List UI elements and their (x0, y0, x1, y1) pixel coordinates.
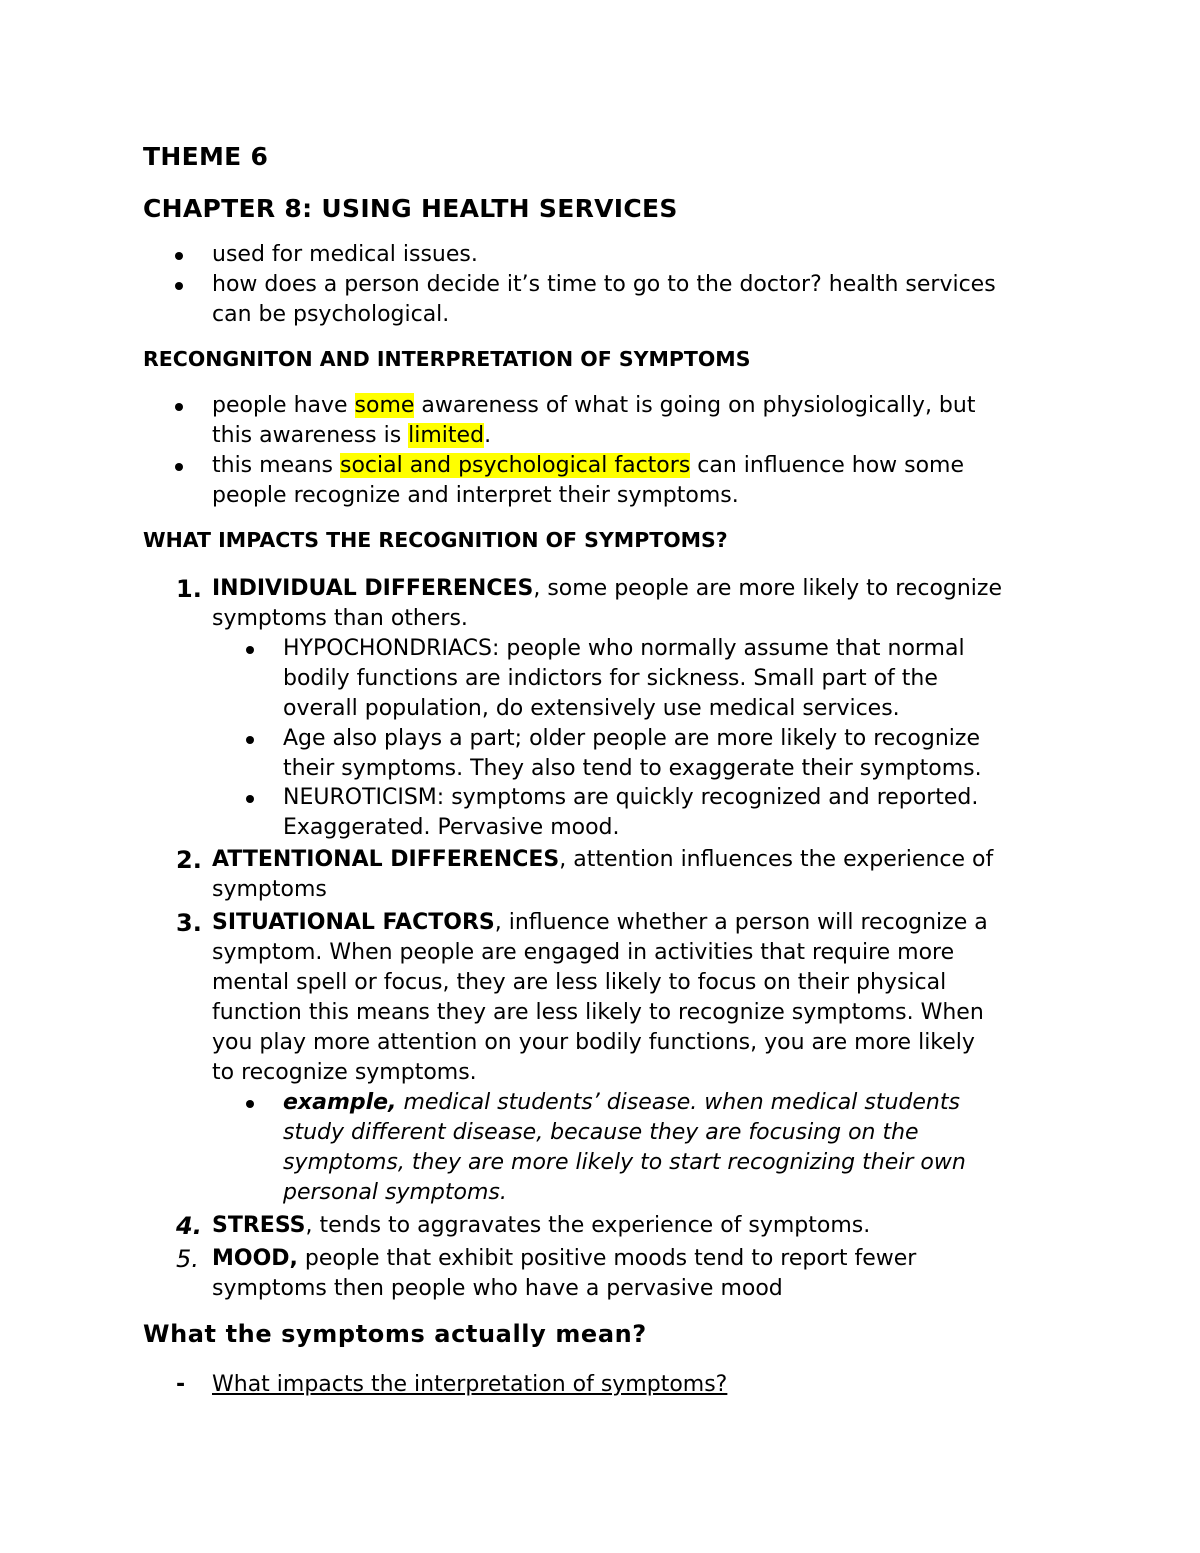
list-item-continuation: can be psychological. (212, 302, 450, 327)
list-item-continuation: symptoms (212, 877, 327, 902)
underlined-subheading: What impacts the interpretation of symptoms? (212, 1372, 728, 1397)
list-number: 5. (176, 1245, 199, 1273)
list-item: ATTENTIONAL DIFFERENCES, attention influences the experience of (212, 847, 994, 872)
example-item-continuation: study different disease, because they are focusing on the (283, 1120, 919, 1145)
recognition-list (0, 391, 1200, 516)
bullet-icon (246, 795, 254, 803)
list-number: 2. (176, 846, 202, 874)
meaning-list (0, 1370, 1200, 1404)
section-heading-recognition: RECONGNITON AND INTERPRETATION OF SYMPTOMS (143, 347, 751, 371)
bullet-icon (175, 403, 183, 411)
section-heading-impacts: WHAT IMPACTS THE RECOGNITION OF SYMPTOMS? (143, 528, 728, 552)
bullet-icon (246, 1100, 254, 1108)
list-item: people have some awareness of what is going on physiologically, but (212, 393, 976, 418)
list-item: SITUATIONAL FACTORS, influence whether a person will recognize a (212, 910, 988, 935)
sub-list-item-continuation: bodily functions are indictors for sickness. Small part of the (283, 666, 938, 691)
list-item-continuation: you play more attention on your bodily functions, you are more likely (212, 1030, 975, 1055)
sub-list-item-continuation: overall population, do extensively use medical services. (283, 696, 900, 721)
list-item-continuation: to recognize symptoms. (212, 1060, 477, 1085)
list-number: 1. (176, 575, 202, 603)
list-item: this means social and psychological factors can influence how some (212, 453, 965, 478)
list-item-continuation: mental spell or focus, they are less likely to focus on their physical (212, 970, 947, 995)
list-number: 4. (176, 1212, 202, 1240)
highlight: limited (408, 423, 485, 448)
sub-list-item: HYPOCHONDRIACS: people who normally assume that normal (283, 636, 965, 661)
example-item-continuation: symptoms, they are more likely to start recognizing their own (283, 1150, 966, 1175)
chapter-title: CHAPTER 8: USING HEALTH SERVICES (143, 194, 678, 223)
list-item-continuation: function this means they are less likely to recognize symptoms. When (212, 1000, 984, 1025)
bullet-icon (175, 252, 183, 260)
highlight: social and psychological factors (339, 453, 691, 478)
list-item-continuation: symptom. When people are engaged in activities that require more (212, 940, 955, 965)
list-item: INDIVIDUAL DIFFERENCES, some people are more likely to recognize (212, 576, 1003, 601)
bullet-icon (175, 463, 183, 471)
list-item: STRESS, tends to aggravates the experience of symptoms. (212, 1213, 871, 1238)
sub-list-item-continuation: their symptoms. They also tend to exaggerate their symptoms. (283, 756, 982, 781)
list-item-continuation: people recognize and interpret their symptoms. (212, 483, 739, 508)
theme-title: THEME 6 (143, 142, 269, 171)
highlight: some (354, 393, 415, 418)
bullet-icon (246, 736, 254, 744)
dash-marker: - (176, 1372, 186, 1397)
list-number: 3. (176, 909, 202, 937)
list-item-continuation: this awareness is limited. (212, 423, 492, 448)
impacts-list (0, 574, 1200, 1309)
list-item: how does a person decide it’s time to go to the doctor? health services (212, 272, 996, 297)
example-item-continuation: personal symptoms. (283, 1180, 507, 1205)
sub-list-item: NEUROTICISM: symptoms are quickly recognized and reported. (283, 785, 979, 810)
list-item-continuation: symptoms than others. (212, 606, 468, 631)
sub-list-item: Age also plays a part; older people are more likely to recognize (283, 726, 980, 751)
list-item: MOOD, people that exhibit positive moods tend to report fewer (212, 1246, 917, 1271)
section-heading-meaning: What the symptoms actually mean? (143, 1320, 647, 1348)
intro-list (0, 240, 1200, 335)
bullet-icon (246, 646, 254, 654)
list-item-continuation: symptoms then people who have a pervasive mood (212, 1276, 783, 1301)
sub-list-item-continuation: Exaggerated. Pervasive mood. (283, 815, 620, 840)
bullet-icon (175, 282, 183, 290)
list-item: used for medical issues. (212, 242, 478, 267)
example-item: example, medical students’ disease. when medical students (283, 1090, 960, 1115)
